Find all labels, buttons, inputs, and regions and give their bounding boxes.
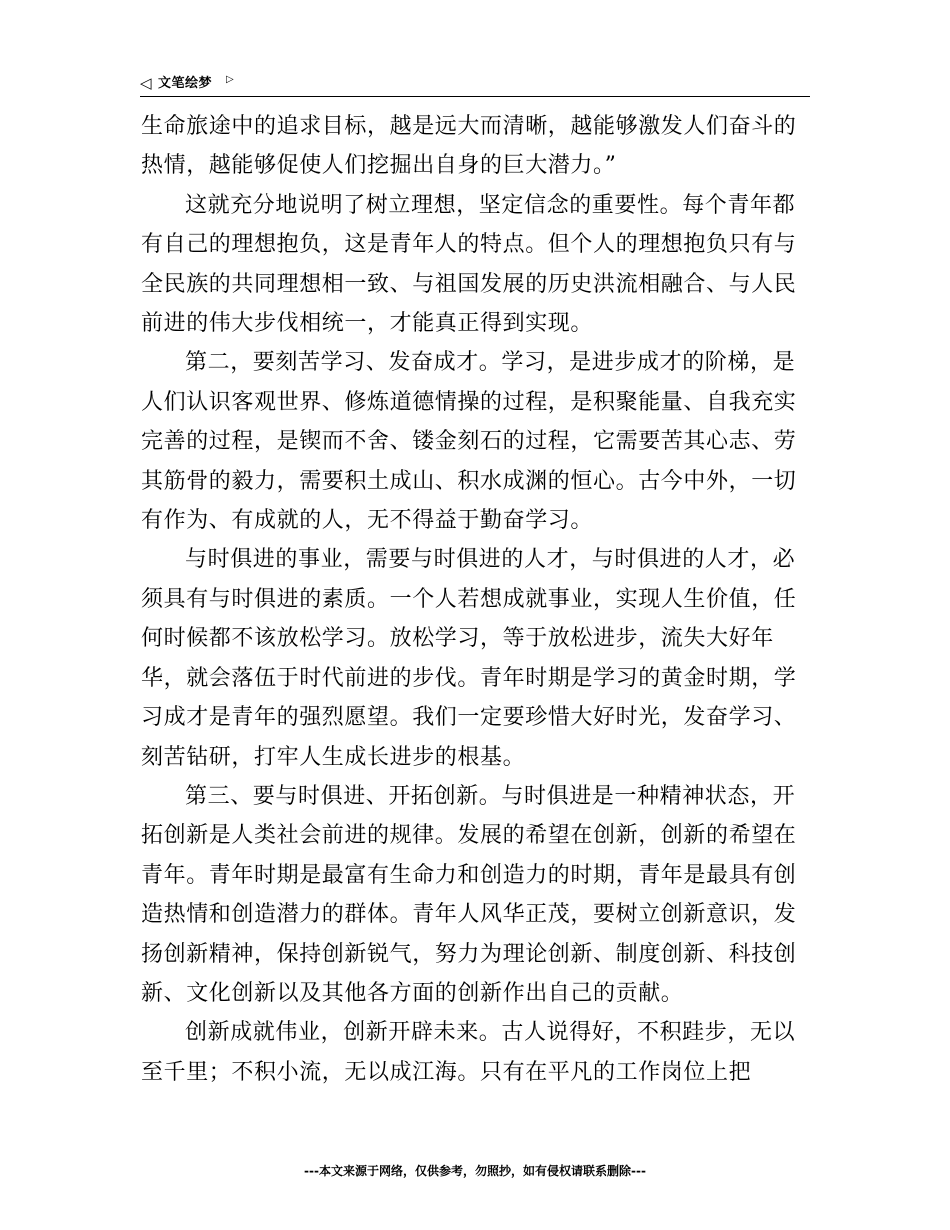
header-title: 文笔绘梦 xyxy=(158,76,213,91)
paragraph: 这就充分地说明了树立理想，坚定信念的重要性。每个青年都有自己的理想抱负，这是青年人的特点。但个人的理想抱负只有与全民族的共同理想相一致、与祖国发展的历史洪流相融合、与人民前进的伟大步伐相统一，才能真正得到实现。 xyxy=(141,192,797,337)
page-header xyxy=(140,72,810,97)
paragraph: 第三、要与时俱进、开拓创新。与时俱进是一种精神状态，开拓创新是人类社会前进的规律。发展的希望在创新，创新的希望在青年。青年时期是最富有生命力和创造力的时期，青年是最具有创造热情和创造潜力的群体。青年人风华正茂，要树立创新意识，发扬创新精神，保持创新锐气，努力为理论创新、制度创新、科技创新、文化创新以及其他各方面的创新作出自己的贡献。 xyxy=(141,783,797,1006)
left-triangle-icon: ◁ xyxy=(140,74,152,92)
footer-notice: ---本文来源于网络，仅供参考，勿照抄，如有侵权请联系删除--- xyxy=(304,1164,646,1178)
document-body xyxy=(141,107,811,1092)
paragraph: 与时俱进的事业，需要与时俱进的人才，与时俱进的人才，必须具有与时俱进的素质。一个人若想成就事业，实现人生价值，任何时候都不该放松学习。放松学习，等于放松进步，流失大好年华，就会落伍于时代前进的步伐。青年时期是学习的黄金时期，学习成才是青年的强烈愿望。我们一定要珍惜大好时光，发奋学习、刻苦钻研，打牢人生成长进步的根基。 xyxy=(141,547,797,770)
paragraph-continuation: 生命旅途中的追求目标，越是远大而清晰，越能够激发人们奋斗的热情，越能够促使人们挖掘出自身的巨大潜力。” xyxy=(141,114,797,179)
right-triangle-icon: ▷ xyxy=(226,74,234,85)
paragraph: 第二，要刻苦学习、发奋成才。学习，是进步成才的阶梯，是人们认识客观世界、修炼道德情操的过程，是积聚能量、自我充实完善的过程，是锲而不舍、镂金刻石的过程，它需要苦其心志、劳其筋骨的毅力，需要积土成山、积水成渊的恒心。古今中外，一切有作为、有成就的人，无不得益于勤奋学习。 xyxy=(141,350,797,534)
paragraph: 创新成就伟业，创新开辟未来。古人说得好，不积跬步，无以至千里；不积小流，无以成江海。只有在平凡的工作岗位上把 xyxy=(141,1020,796,1085)
